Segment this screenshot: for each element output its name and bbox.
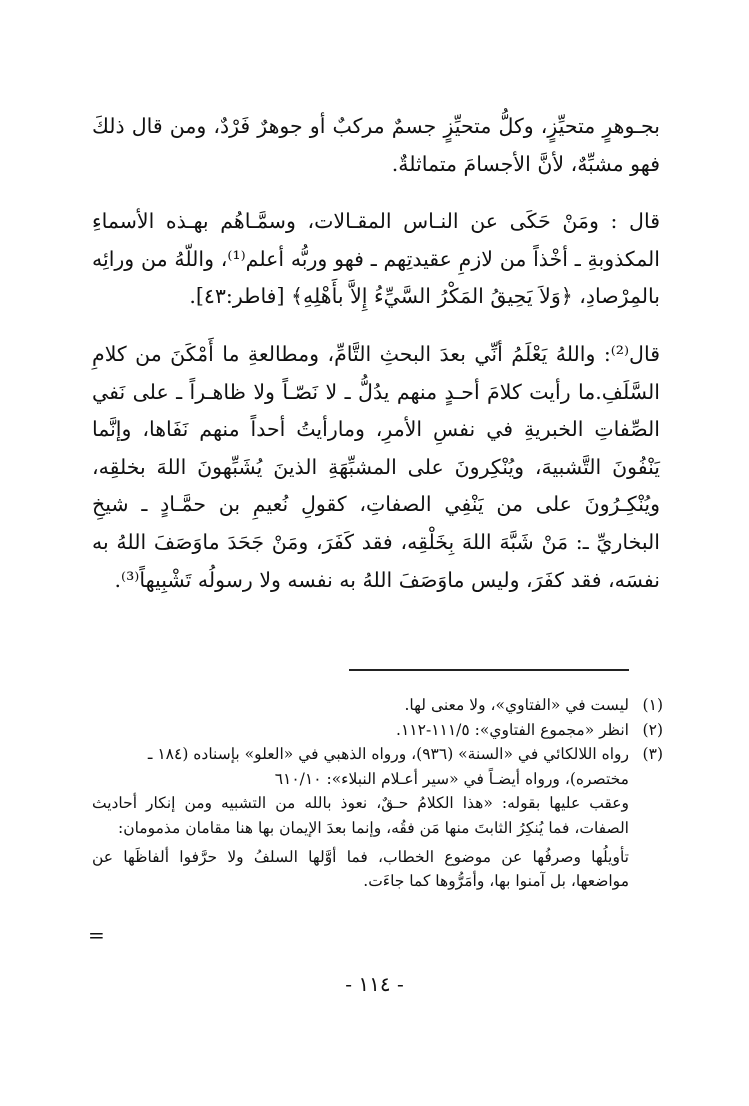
footnote-continuation: وعقب عليها بقوله: «هذا الكلامُ حـقٌ، نعوذ بالله من التشبيه ومن إنكار أحاديث الصفات، فما يُنكِرُ الثابتَ منها مَن فقُه، وإنما بعدَ الإيمان بها هنا مقامان مذمومان: bbox=[92, 794, 629, 837]
footnote-number: (٢) bbox=[642, 720, 663, 739]
footnote bbox=[92, 693, 663, 718]
footnote-number: (٣) bbox=[642, 745, 663, 764]
continuation-mark: = bbox=[88, 923, 105, 947]
footnote-number: (١) bbox=[642, 696, 663, 714]
footnote-text: رواه اللالكائي في «السنة» (٩٣٦)، ورواه الذهبي في «العلو» بإسناده (١٨٤ ـ مختصره)، ورواه أيضـاً في «سير أعـلام النبلاء»: ٦١٠/١٠ bbox=[147, 745, 629, 788]
main-text bbox=[92, 108, 660, 599]
paragraph: بجـوهرٍ متحيِّزٍ، وكلُّ متحيِّزٍ جسمٌ مركبٌ أو جوهرٌ فَرْدٌ، ومن قال ذلكَ فهو مشبِّهٌ، لأنَّ الأجسامَ متماثلةٌ. bbox=[92, 114, 660, 176]
footnote-separator bbox=[349, 669, 629, 671]
footnote bbox=[92, 742, 663, 791]
page-number: - ١١٤ - bbox=[345, 972, 404, 996]
footnote bbox=[92, 718, 663, 743]
paragraph: قال : ومَنْ حَكَى عن النـاس المقـالات، وسمَّـاهُم بهـذه الأسماءِ المكذوبةِ ـ أخْذاً من لازمِ عقيدتِهم ـ فهو وربُّه أعلم⁽¹⁾، واللّهُ من ورائِه بالمِرْصادِ، ﴿وَلاَ يَحِيقُ المَكْرُ السَّيِّءُ إِلاَّ بأَهْلِهِ﴾ [فاطر:٤٣]. bbox=[92, 209, 660, 309]
footnote-continuation: تأويلُها وصرفُها عن موضوع الخطاب، فما أوَّلها السلفُ ولا حرَّفوا ألفاظَها عن مواضعها، بل آمنوا بها، وأمَرُّوها كما جاءَت. bbox=[92, 847, 629, 891]
footnotes bbox=[92, 693, 663, 894]
footnote-text: ليست في «الفتاوي»، ولا معنى لها. bbox=[404, 696, 629, 714]
footnote-text: انظر «مجموع الفتاوي»: ١١١/٥-١١٢. bbox=[396, 720, 629, 739]
paragraph: قال⁽²⁾: واللهُ يَعْلَمُ أنِّي بعدَ البحثِ التَّامِّ، ومطالعةِ ما أَمْكَنَ من كلامِ السَّلَفِ.ما رأيت كلامَ أحـدٍ منهم يدُلُّ ـ لا نَصّـاً ولا ظاهـراً ـ على نَفي الصِّفاتِ الخبريةِ في نفسِ الأمرِ، ومارأيتُ أحداً منهم نَفَاها، وإنَّما يَنْفُونَ التَّشبيهَ، ويُنْكِرونَ على المشبِّهَةِ الذينَ يُشَبِّهونَ اللهَ بخلقِه، ويُنْكِـرُونَ على من يَنْفِي الصفاتِ، كقولِ نُعيمِ بن حمَّـادٍ ـ شيخِ البخاريِّ ـ: مَنْ شَبَّهَ اللهَ بِخَلْقِه، فقد كَفَرَ، ومَنْ جَحَدَ ماوَصَفَ اللهُ به نفسَه، فقد كفَرَ، وليس ماوَصَفَ اللهُ به نفسه ولا رسولُه تَشْبِيهاً⁽³⁾. bbox=[92, 341, 660, 592]
